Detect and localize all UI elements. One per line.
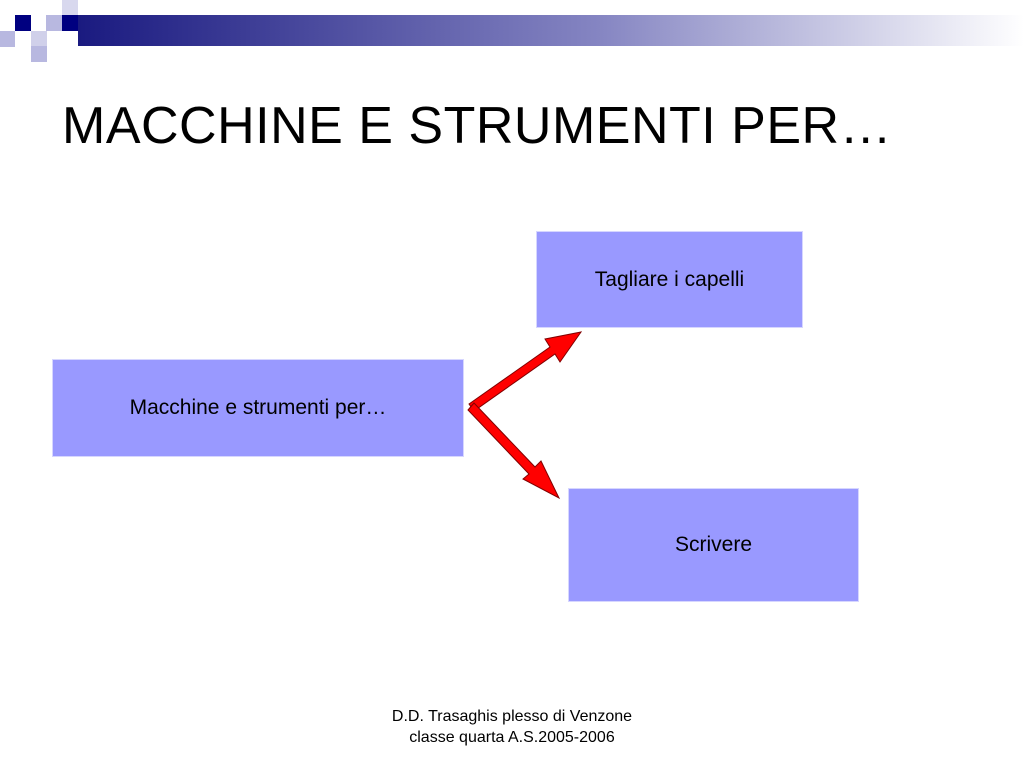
box-tagliare-capelli [536, 231, 803, 328]
arrow-to-bottom [468, 403, 559, 498]
box-label: Tagliare i capelli [594, 267, 745, 291]
box-label: Macchine e strumenti per… [129, 396, 387, 419]
slide-title: MACCHINE E STRUMENTI PER… [62, 97, 893, 155]
box-label: Scrivere [674, 533, 753, 556]
box-scrivere [568, 488, 859, 602]
footer-line: D.D. Trasaghis plesso di Venzone [391, 708, 633, 725]
footer-line: classe quarta A.S.2005-2006 [409, 729, 615, 746]
arrow-to-top [469, 332, 581, 411]
box-macchine-strumenti [52, 359, 464, 457]
footer [352, 706, 672, 748]
